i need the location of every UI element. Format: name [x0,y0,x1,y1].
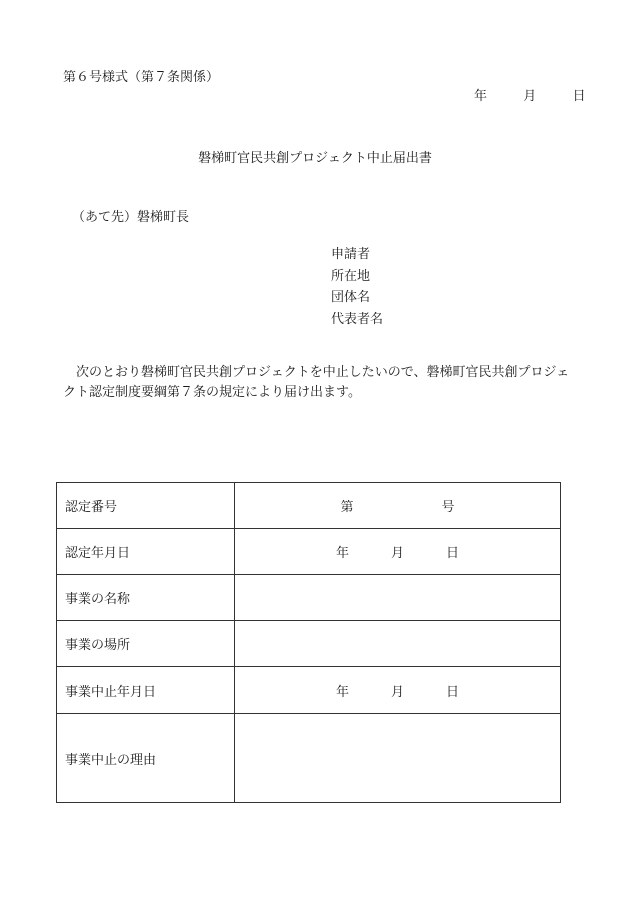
row-label: 認定年月日 [57,529,235,575]
row-label: 事業中止の理由 [57,714,235,803]
number-suffix: 号 [441,500,455,515]
applicant-label: 申請者 [331,247,371,262]
address-label: 所在地 [331,268,371,284]
applicant-block [331,244,383,330]
date-year-label: 年 [474,89,488,104]
representative-label: 代表者名 [331,311,384,327]
table-row [57,575,561,621]
form-number: 第６号様式（第７条関係） [63,70,220,85]
year-label: 年 [335,684,349,700]
row-label: 認定番号 [57,483,235,529]
row-label: 事業中止年月日 [57,667,235,714]
number-prefix: 第 [340,500,354,515]
body-text: 次のとおり磐梯町官民共創プロジェクトを中止したいので、磐梯町官民共創プロジェクト認定制度要綱第７条の規定により届け出ます。 [63,365,570,400]
row-label: 事業の場所 [57,621,235,667]
row-label: 事業の名称 [57,575,235,621]
day-label: 日 [446,546,460,561]
project-location-field[interactable] [235,621,561,667]
submission-date [474,85,586,104]
table-row [57,621,561,667]
month-label: 月 [390,546,404,561]
year-label: 年 [335,546,349,561]
addressee: （あて先）磐梯町長 [72,210,190,225]
cancellation-date-field[interactable] [235,667,561,714]
date-month-label: 月 [523,89,537,104]
certification-date-field[interactable] [235,529,561,575]
document-title: 磐梯町官民共創プロジェクト中止届出書 [198,151,432,166]
project-name-field[interactable] [235,575,561,621]
table-row [57,667,561,714]
date-day-label: 日 [572,89,586,104]
organization-label: 団体名 [331,290,371,305]
table-row [57,529,561,575]
table-row [57,714,561,803]
cancellation-reason-field[interactable] [235,714,561,803]
table-row [57,483,561,529]
certification-number-field[interactable] [235,483,561,529]
month-label: 月 [390,684,404,700]
info-table [56,482,561,803]
day-label: 日 [446,684,460,700]
